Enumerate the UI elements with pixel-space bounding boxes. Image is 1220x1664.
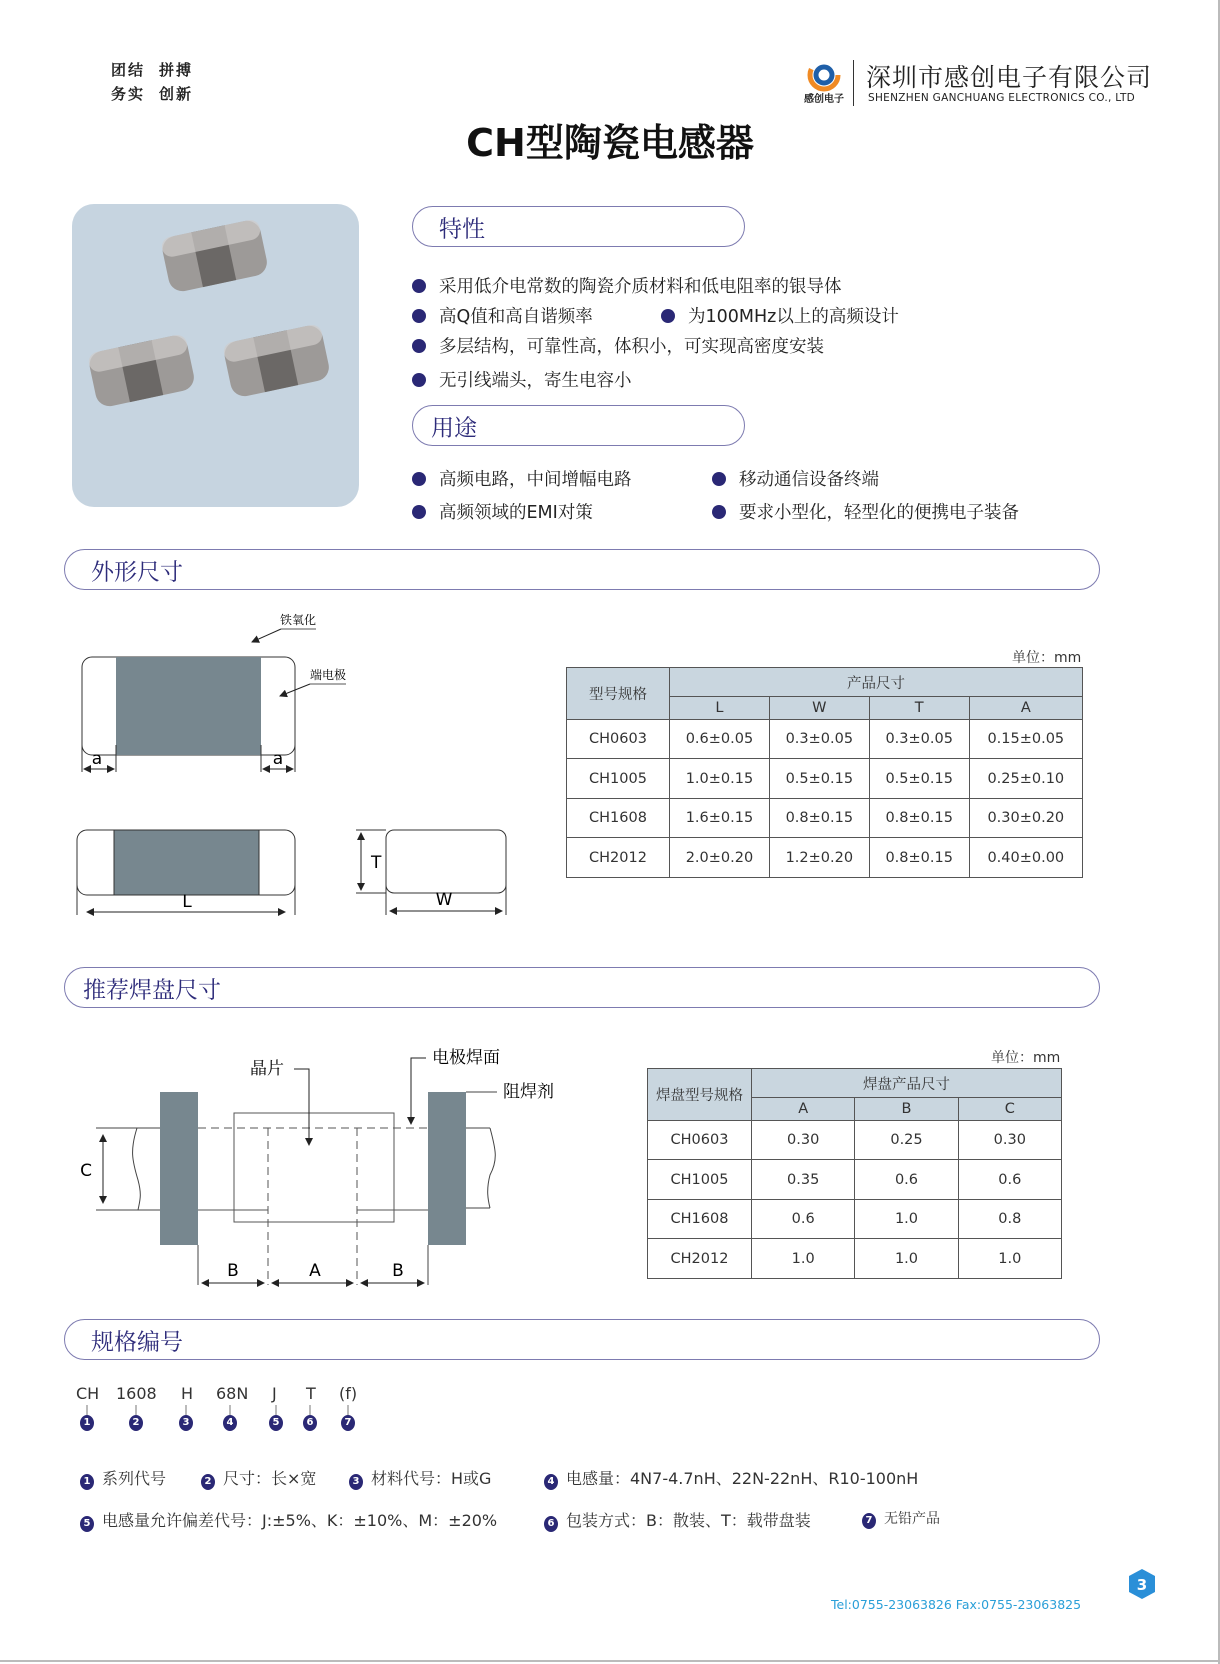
bullet-icon xyxy=(412,279,426,293)
code-part: (f) xyxy=(339,1384,358,1403)
dimensions-heading-text: 外形尺寸 xyxy=(91,559,183,585)
contact-info: Tel:0755-23063826 Fax:0755-23063825 xyxy=(831,1597,1082,1612)
bullet-icon xyxy=(412,505,426,519)
dimensions-heading xyxy=(64,549,1100,590)
label-B-left: B xyxy=(227,1261,239,1281)
legend-item: 7 无铅产品 xyxy=(862,1508,940,1529)
pad-drawing xyxy=(60,1040,580,1300)
table-row: CH1005 0.35 0.6 0.6 xyxy=(648,1160,1062,1200)
col-header: T xyxy=(869,697,969,720)
col-header: C xyxy=(958,1098,1061,1121)
feature-item: 高Q值和高自谐频率 xyxy=(412,303,593,328)
code-part: 1608 xyxy=(116,1384,157,1403)
number-badge: 3 xyxy=(179,1415,193,1431)
motto xyxy=(111,58,207,106)
dimensions-unit: 单位：mm xyxy=(1012,650,1082,666)
label-L: L xyxy=(182,892,192,912)
legend-item: 3 材料代号：H或G xyxy=(349,1466,491,1490)
feature-item: 无引线端头，寄生电容小 xyxy=(412,367,632,392)
feature-item: 多层结构，可靠性高，体积小，可实现高密度安装 xyxy=(412,333,824,358)
pads-heading-text: 推荐焊盘尺寸 xyxy=(83,977,221,1003)
col-header: W xyxy=(769,697,869,720)
col-header: A xyxy=(752,1098,855,1121)
pads-heading xyxy=(64,967,1100,1008)
label-T: T xyxy=(371,853,382,873)
feature-item: 为100MHz以上的高频设计 xyxy=(661,303,899,328)
uses-heading-text: 用途 xyxy=(431,415,477,441)
use-item: 要求小型化，轻型化的便携电子装备 xyxy=(712,499,1019,524)
number-badge: 2 xyxy=(129,1415,143,1431)
company-logo xyxy=(800,58,848,108)
legend-item: 2 尺寸：长×宽 xyxy=(201,1466,316,1490)
col-header: L xyxy=(670,697,770,720)
motto-2: 拼搏 xyxy=(159,61,194,79)
bullet-icon xyxy=(412,309,426,323)
label-C: C xyxy=(80,1161,92,1181)
label-electrode: 端电极 xyxy=(310,668,347,682)
label-electrode-face: 电极焊面 xyxy=(432,1048,500,1068)
col-header: 焊盘型号规格 xyxy=(648,1069,752,1121)
label-ferrite: 铁氧化 xyxy=(280,613,317,627)
legend-item: 4 电感量：4N7-4.7nH、22N-22nH、R10-100nH xyxy=(544,1466,918,1490)
bullet-icon xyxy=(412,373,426,387)
col-group-header: 焊盘产品尺寸 xyxy=(752,1069,1062,1098)
label-a-right: a xyxy=(272,749,284,769)
dimension-drawing xyxy=(0,600,560,940)
table-row: CH0603 0.30 0.25 0.30 xyxy=(648,1121,1062,1160)
col-group-header: 产品尺寸 xyxy=(670,668,1083,697)
page-number-badge xyxy=(1128,1568,1156,1600)
features-heading xyxy=(412,206,745,247)
label-A: A xyxy=(309,1261,321,1281)
page-number: 3 xyxy=(1136,1576,1148,1594)
bullet-icon xyxy=(412,472,426,486)
number-badge: 4 xyxy=(223,1415,237,1431)
number-badge: 6 xyxy=(303,1415,317,1431)
table-row: CH2012 1.0 1.0 1.0 xyxy=(648,1239,1062,1279)
page-title: CH型陶瓷电感器 xyxy=(466,121,754,165)
feature-item: 采用低介电常数的陶瓷介质材料和低电阻率的银导体 xyxy=(412,273,842,298)
features-heading-text: 特性 xyxy=(439,216,485,242)
code-part: 68N xyxy=(216,1384,249,1403)
part-number-heading xyxy=(64,1319,1100,1360)
motto-1: 团结 xyxy=(111,61,146,79)
header-divider xyxy=(853,60,854,106)
col-header: B xyxy=(855,1098,958,1121)
legend-item: 1 系列代号 xyxy=(80,1466,166,1490)
company-name-en: SHENZHEN GANCHUANG ELECTRONICS CO., LTD xyxy=(868,92,1136,104)
pads-table xyxy=(647,1068,1062,1279)
col-header: A xyxy=(969,697,1082,720)
use-item: 高频领域的EMI对策 xyxy=(412,499,593,524)
label-W: W xyxy=(435,890,453,910)
logo-text: 感创电子 xyxy=(804,94,844,105)
code-part: CH xyxy=(76,1384,100,1403)
bullet-icon xyxy=(712,505,726,519)
use-item: 高频电路，中间增幅电路 xyxy=(412,466,632,491)
dimensions-table xyxy=(566,667,1083,878)
number-badge: 1 xyxy=(80,1415,94,1431)
code-part: T xyxy=(306,1384,316,1403)
legend-item: 5 电感量允许偏差代号：J:±5%、K：±10%、M：±20% xyxy=(80,1508,497,1532)
table-row: CH1005 1.0±0.15 0.5±0.15 0.5±0.15 0.25±0.10 xyxy=(567,759,1083,799)
part-number-heading-text: 规格编号 xyxy=(91,1329,183,1355)
table-row: CH2012 2.0±0.20 1.2±0.20 0.8±0.15 0.40±0.00 xyxy=(567,838,1083,878)
product-photo xyxy=(72,204,359,507)
code-connectors xyxy=(0,1405,360,1415)
page-edge-bottom xyxy=(0,1660,1220,1662)
table-row: CH1608 1.6±0.15 0.8±0.15 0.8±0.15 0.30±0.20 xyxy=(567,799,1083,838)
table-row: CH0603 0.6±0.05 0.3±0.05 0.3±0.05 0.15±0.05 xyxy=(567,720,1083,759)
use-item: 移动通信设备终端 xyxy=(712,466,879,491)
company-name-cn: 深圳市感创电子有限公司 xyxy=(866,63,1153,92)
pads-unit: 单位：mm xyxy=(991,1050,1061,1066)
bullet-icon xyxy=(661,309,675,323)
legend-item: 6 包装方式：B：散装、T：载带盘装 xyxy=(544,1508,811,1532)
motto-3: 务实 xyxy=(111,85,146,103)
label-B-right: B xyxy=(392,1261,404,1281)
number-badge: 7 xyxy=(341,1415,355,1431)
number-badge: 5 xyxy=(269,1415,283,1431)
motto-4: 创新 xyxy=(159,85,194,103)
code-part: H xyxy=(181,1384,194,1403)
uses-heading xyxy=(412,405,745,446)
table-row: CH1608 0.6 1.0 0.8 xyxy=(648,1200,1062,1239)
label-a-left: a xyxy=(91,749,103,769)
col-header: 型号规格 xyxy=(567,668,670,720)
inductor-chips-image xyxy=(72,204,359,507)
bullet-icon xyxy=(712,472,726,486)
bullet-icon xyxy=(412,339,426,353)
code-part: J xyxy=(272,1384,277,1403)
label-solder-resist: 阻焊剂 xyxy=(503,1082,554,1102)
label-chip: 晶片 xyxy=(250,1059,284,1079)
